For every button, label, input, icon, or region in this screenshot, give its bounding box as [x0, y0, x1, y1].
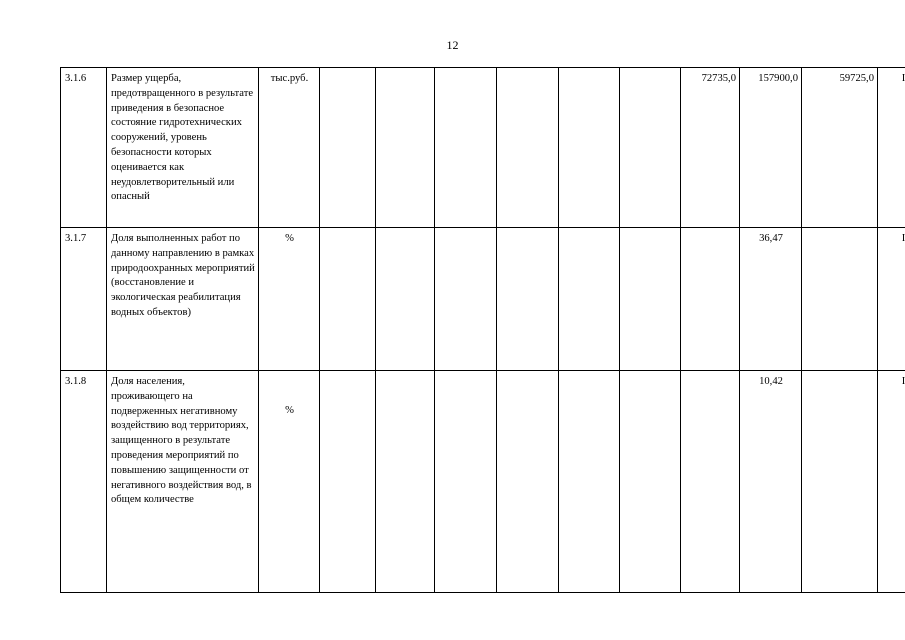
indicator-name: Доля населения, проживающего на подверженных негативному воздействию вод территориях, защищенного в результате проведения мероприятий по повышению защищенности от негативного воздействия вод, в общем количестве: [107, 371, 259, 593]
value-cell: [802, 228, 878, 371]
table-row: [61, 228, 905, 371]
value-cell: [620, 228, 681, 371]
value-cell: 157900,0: [740, 68, 802, 228]
value-cell: [320, 68, 376, 228]
indicators-table: [60, 67, 905, 593]
value-cell: [559, 68, 620, 228]
value-cell: [435, 228, 497, 371]
table-row: [61, 68, 905, 228]
source-cell: I: [878, 68, 905, 228]
value-cell: 36,47: [740, 228, 802, 371]
value-cell: [802, 371, 878, 593]
value-cell: [559, 371, 620, 593]
unit-cell: тыс.руб.: [259, 68, 320, 228]
row-number: 3.1.6: [61, 68, 107, 228]
table-row: [61, 371, 905, 593]
value-cell: [376, 228, 435, 371]
value-cell: [620, 68, 681, 228]
unit-cell: %: [285, 405, 294, 416]
indicator-name: Доля выполненных работ по данному направлению в рамках природоохранных мероприятий (восстановление и экологическая реабилитация водных объектов): [107, 228, 259, 371]
value-cell: [559, 228, 620, 371]
value-cell: [497, 68, 559, 228]
value-cell: [497, 371, 559, 593]
value-cell: [320, 228, 376, 371]
value-cell: [681, 228, 740, 371]
row-number: 3.1.7: [61, 228, 107, 371]
row-number: 3.1.8: [61, 371, 107, 593]
source-cell: I: [878, 371, 905, 593]
value-cell: [681, 371, 740, 593]
value-cell: [435, 68, 497, 228]
value-cell: [376, 68, 435, 228]
source-cell: I: [878, 228, 905, 371]
value-cell: [620, 371, 681, 593]
value-cell: 10,42: [740, 371, 802, 593]
value-cell: [435, 371, 497, 593]
page-number: 12: [446, 38, 459, 52]
value-cell: [320, 371, 376, 593]
value-cell: 72735,0: [681, 68, 740, 228]
indicator-name: Размер ущерба, предотвращенного в результате приведения в безопасное состояние гидротехнических сооружений, уровень безопасности которых оценивается как неудовлетворительный или опасный: [107, 68, 259, 228]
value-cell: [376, 371, 435, 593]
value-cell: 59725,0: [802, 68, 878, 228]
value-cell: [497, 228, 559, 371]
unit-cell: %: [259, 228, 320, 371]
